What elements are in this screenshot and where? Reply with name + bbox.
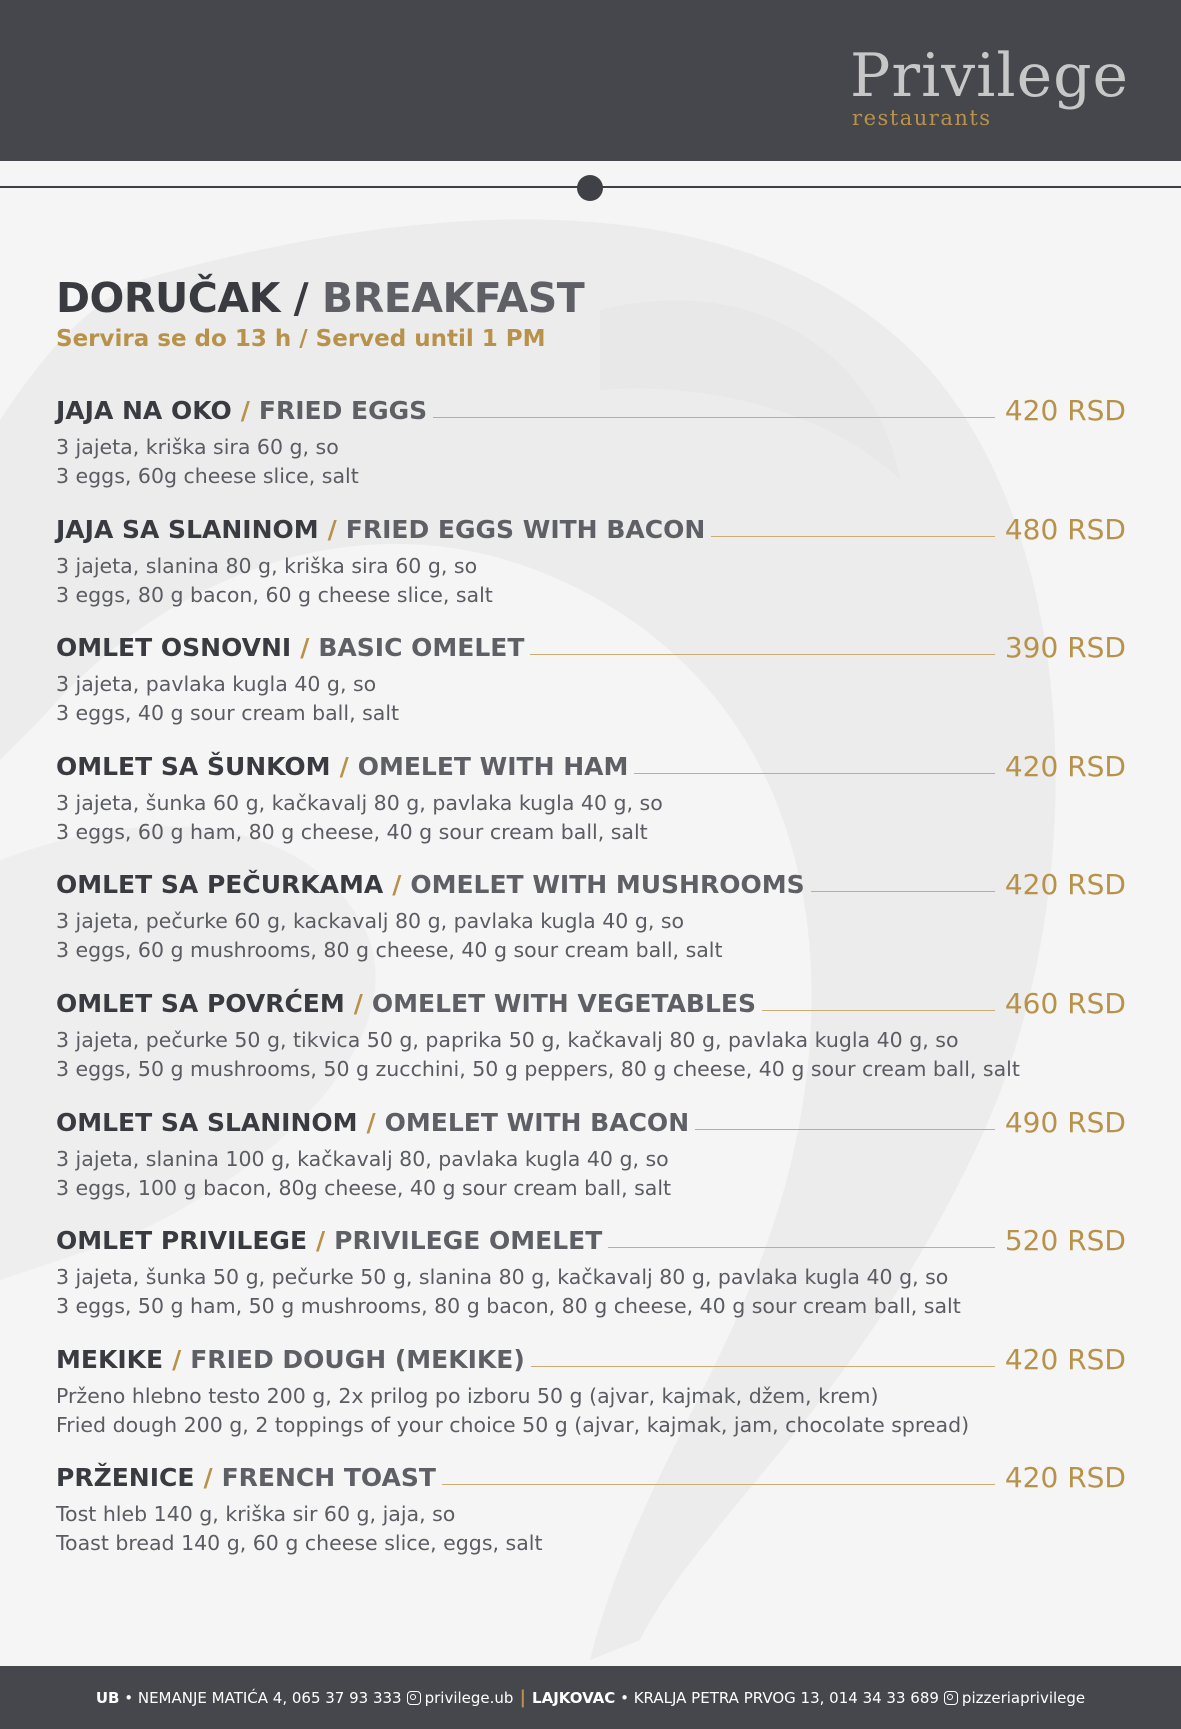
item-price: 420 RSD: [1004, 749, 1126, 783]
item-name-english: FRIED EGGS: [258, 395, 428, 425]
instagram-icon: [407, 1691, 421, 1705]
menu-item: [56, 867, 1126, 977]
menu-item-header: [56, 749, 1126, 783]
item-name-english: OMELET WITH BACON: [384, 1107, 690, 1137]
item-description-local: 3 jajeta, pečurke 60 g, kackavalj 80 g, pavlaka kugla 40 g, so: [56, 909, 685, 933]
menu-item-header: [56, 986, 1126, 1020]
item-price: 420 RSD: [1004, 867, 1126, 901]
item-separator: /: [392, 869, 402, 899]
section-title-english: BREAKFAST: [321, 274, 585, 322]
item-name-english: FRIED EGGS WITH BACON: [345, 514, 706, 544]
item-leader-line: [433, 417, 995, 418]
subtitle-local: Servira se do 13 h: [56, 326, 292, 352]
footer-divider: |: [519, 1687, 527, 1708]
section-subtitle: [56, 326, 546, 352]
menu-item-header: [56, 1342, 1126, 1376]
menu-item-header: [56, 1105, 1126, 1139]
item-name: OMLET SA SLANINOM: [56, 1107, 358, 1137]
item-leader-line: [442, 1484, 995, 1485]
item-description-english: 3 eggs, 40 g sour cream ball, salt: [56, 701, 400, 725]
item-price: 420 RSD: [1004, 1460, 1126, 1494]
item-description-english: 3 eggs, 60 g mushrooms, 80 g cheese, 40 g sour cream ball, salt: [56, 938, 723, 962]
item-description-local: Prženo hlebno testo 200 g, 2x prilog po izboru 50 g (ajvar, kajmak, džem, krem): [56, 1384, 879, 1408]
item-name: JAJA SA SLANINOM: [56, 514, 319, 544]
item-description-local: 3 jajeta, kriška sira 60 g, so: [56, 435, 339, 459]
item-name-english: OMELET WITH MUSHROOMS: [410, 869, 805, 899]
item-separator: /: [172, 1344, 182, 1374]
item-price: 480 RSD: [1004, 512, 1126, 546]
footer-bullet: •: [124, 1688, 134, 1707]
item-name-english: BASIC OMELET: [318, 632, 525, 662]
item-name-english: FRIED DOUGH (MEKIKE): [190, 1344, 525, 1374]
item-leader-line: [530, 654, 994, 655]
item-description-english: 3 eggs, 60g cheese slice, salt: [56, 464, 359, 488]
instagram-icon: [944, 1691, 958, 1705]
footer-location1-city: UB: [95, 1688, 120, 1707]
item-leader-line: [531, 1366, 995, 1367]
item-leader-line: [811, 891, 995, 892]
item-description-english: 3 eggs, 80 g bacon, 60 g cheese slice, salt: [56, 583, 493, 607]
item-name: JAJA NA OKO: [56, 395, 232, 425]
item-price: 460 RSD: [1004, 986, 1126, 1020]
brand-logo: [850, 41, 1129, 130]
divider-dot-icon: [577, 175, 603, 201]
menu-item: [56, 1105, 1126, 1215]
menu-item-header: [56, 1223, 1126, 1257]
footer-location1-address: NEMANJE MATIĆA 4, 065 37 93 333: [137, 1688, 402, 1707]
item-name: OMLET OSNOVNI: [56, 632, 292, 662]
brand-tagline: restaurants: [852, 106, 992, 130]
menu-item-header: [56, 1460, 1126, 1494]
menu-item-header: [56, 512, 1126, 546]
menu-item: [56, 393, 1126, 503]
item-price: 420 RSD: [1004, 1342, 1126, 1376]
item-price: 520 RSD: [1004, 1223, 1126, 1257]
item-leader-line: [634, 773, 994, 774]
footer-location2-address: KRALJA PETRA PRVOG 13, 014 34 33 689: [633, 1688, 939, 1707]
item-name-english: OMELET WITH HAM: [357, 751, 629, 781]
menu-item: [56, 512, 1126, 622]
item-leader-line: [695, 1129, 995, 1130]
footer-location2-instagram[interactable]: pizzeriaprivilege: [961, 1688, 1086, 1707]
menu-item: [56, 1342, 1126, 1452]
item-price: 390 RSD: [1004, 630, 1126, 664]
item-leader-line: [711, 536, 995, 537]
header-bar: [0, 0, 1181, 161]
item-description-local: 3 jajeta, pečurke 50 g, tikvica 50 g, paprika 50 g, kačkavalj 80 g, pavlaka kugla 40 g, so: [56, 1028, 959, 1052]
item-description-english: 3 eggs, 100 g bacon, 80g cheese, 40 g sour cream ball, salt: [56, 1176, 672, 1200]
menu-item-header: [56, 393, 1126, 427]
footer-location1-instagram[interactable]: privilege.ub: [424, 1688, 514, 1707]
item-description-local: 3 jajeta, pavlaka kugla 40 g, so: [56, 672, 377, 696]
item-separator: /: [327, 514, 337, 544]
item-leader-line: [762, 1010, 995, 1011]
item-name: PRŽENICE: [56, 1462, 195, 1492]
item-name: OMLET SA POVRĆEM: [56, 988, 345, 1018]
item-description-local: 3 jajeta, šunka 50 g, pečurke 50 g, slanina 80 g, kačkavalj 80 g, pavlaka kugla 40 g, so: [56, 1265, 949, 1289]
item-name: MEKIKE: [56, 1344, 164, 1374]
subtitle-separator: /: [299, 326, 308, 352]
menu-item: [56, 630, 1126, 740]
item-name: OMLET SA PEČURKAMA: [56, 869, 384, 899]
footer-bullet: •: [620, 1688, 629, 1707]
section-title-local: DORUČAK: [56, 274, 280, 322]
menu-item-header: [56, 630, 1126, 664]
menu-item: [56, 1223, 1126, 1333]
item-separator: /: [240, 395, 250, 425]
item-name-english: OMELET WITH VEGETABLES: [371, 988, 756, 1018]
item-separator: /: [353, 988, 363, 1018]
footer-location2-city: LAJKOVAC: [532, 1688, 616, 1707]
item-name-english: FRENCH TOAST: [221, 1462, 436, 1492]
item-description-english: Fried dough 200 g, 2 toppings of your choice 50 g (ajvar, kajmak, jam, chocolate spread): [56, 1413, 970, 1437]
item-description-english: 3 eggs, 60 g ham, 80 g cheese, 40 g sour cream ball, salt: [56, 820, 648, 844]
item-description-english: 3 eggs, 50 g mushrooms, 50 g zucchini, 50 g peppers, 80 g cheese, 40 g sour cream ball, salt: [56, 1057, 1020, 1081]
section-title: [56, 274, 584, 322]
subtitle-english: Served until 1 PM: [315, 326, 546, 352]
item-name: OMLET SA ŠUNKOM: [56, 751, 331, 781]
item-separator: /: [339, 751, 349, 781]
menu-item-header: [56, 867, 1126, 901]
item-name: OMLET PRIVILEGE: [56, 1225, 308, 1255]
brand-name: Privilege: [850, 41, 1129, 111]
item-separator: /: [316, 1225, 326, 1255]
menu-item: [56, 1460, 1126, 1570]
item-separator: /: [203, 1462, 213, 1492]
item-description-english: Toast bread 140 g, 60 g cheese slice, eggs, salt: [56, 1531, 543, 1555]
item-separator: /: [300, 632, 310, 662]
item-separator: /: [366, 1107, 376, 1137]
section-title-separator: /: [293, 274, 309, 322]
menu-item: [56, 986, 1126, 1096]
footer-bar: [0, 1666, 1181, 1729]
item-description-local: 3 jajeta, slanina 80 g, kriška sira 60 g, so: [56, 554, 478, 578]
item-price: 490 RSD: [1004, 1105, 1126, 1139]
item-description-local: 3 jajeta, slanina 100 g, kačkavalj 80, pavlaka kugla 40 g, so: [56, 1147, 669, 1171]
item-description-local: Tost hleb 140 g, kriška sir 60 g, jaja, so: [56, 1502, 456, 1526]
item-name-english: PRIVILEGE OMELET: [334, 1225, 603, 1255]
item-price: 420 RSD: [1004, 393, 1126, 427]
menu-item: [56, 749, 1126, 859]
item-description-local: 3 jajeta, šunka 60 g, kačkavalj 80 g, pavlaka kugla 40 g, so: [56, 791, 663, 815]
item-description-english: 3 eggs, 50 g ham, 50 g mushrooms, 80 g bacon, 80 g cheese, 40 g sour cream ball, salt: [56, 1294, 961, 1318]
item-leader-line: [608, 1247, 995, 1248]
